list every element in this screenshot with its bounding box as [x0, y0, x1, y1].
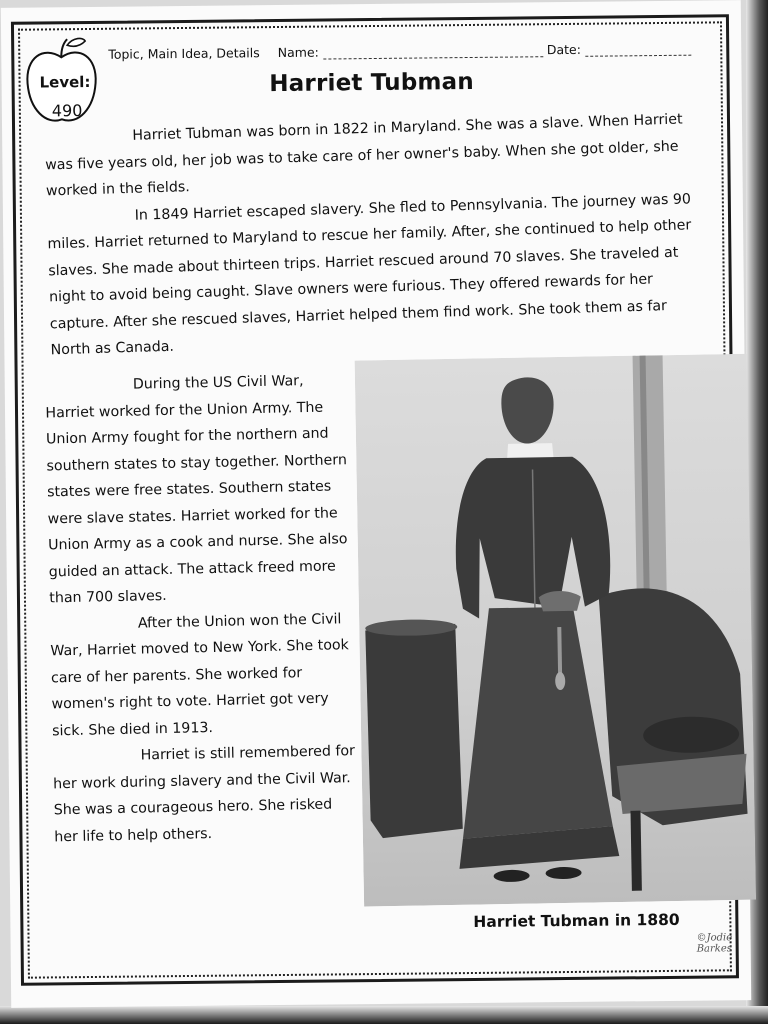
worksheet-page: [1, 0, 751, 1008]
paragraph: In 1849 Harriet escaped slavery. She fled to Pennsylvania. The journey was 90 miles. Harriet returned to Maryland to rescue her family. After, she continued to help other slaves. She made about thirteen trips. Harriet rescued around 70 slaves. She traveled at night to avoid being caught. Slave owners were furious. They offered rewards for her capture. After she rescued slaves, Harriet helped them find work. She took them as far North as Canada.: [47, 190, 692, 359]
bottom-shadow: [0, 1006, 768, 1024]
name-field[interactable]: [323, 46, 543, 59]
photo-caption: Harriet Tubman in 1880: [473, 910, 680, 932]
topic-label: Topic, Main Idea, Details: [108, 45, 260, 62]
paragraph: Harriet is still remembered for her work during slavery and the Civil War. She was a courageous hero. She risked her life to help others.: [53, 743, 356, 845]
level-label: Level:: [39, 72, 91, 92]
author-signature: ©Jodie Barkes: [696, 932, 733, 955]
left-column-text: [45, 367, 361, 850]
name-label: Name:: [277, 44, 319, 61]
date-field[interactable]: [585, 45, 691, 57]
page-title: Harriet Tubman: [269, 68, 475, 98]
portrait-photo: [355, 354, 756, 907]
paragraph: After the Union won the Civil War, Harriet moved to New York. She took care of her parents. She worked for women's right to vote. Harriet got very sick. She died in 1913.: [50, 610, 349, 739]
level-value: 490: [51, 101, 83, 121]
date-label: Date:: [546, 41, 581, 58]
paragraph: Harriet Tubman was born in 1822 in Maryland. She was a slave. When Harriet was five years old, her job was to take care of her owner's baby. When she got older, she worked in the fields.: [44, 111, 683, 200]
intro-text: [44, 106, 711, 364]
paragraph: During the US Civil War, Harriet worked for the Union Army. The Union Army fought for the northern and southern states to stay together. Northern states were free states. Southern states were slave states. Harriet worked for the Union Army as a cook and nurse. She also guided an attack. The attack freed more than 700 slaves.: [45, 373, 348, 607]
